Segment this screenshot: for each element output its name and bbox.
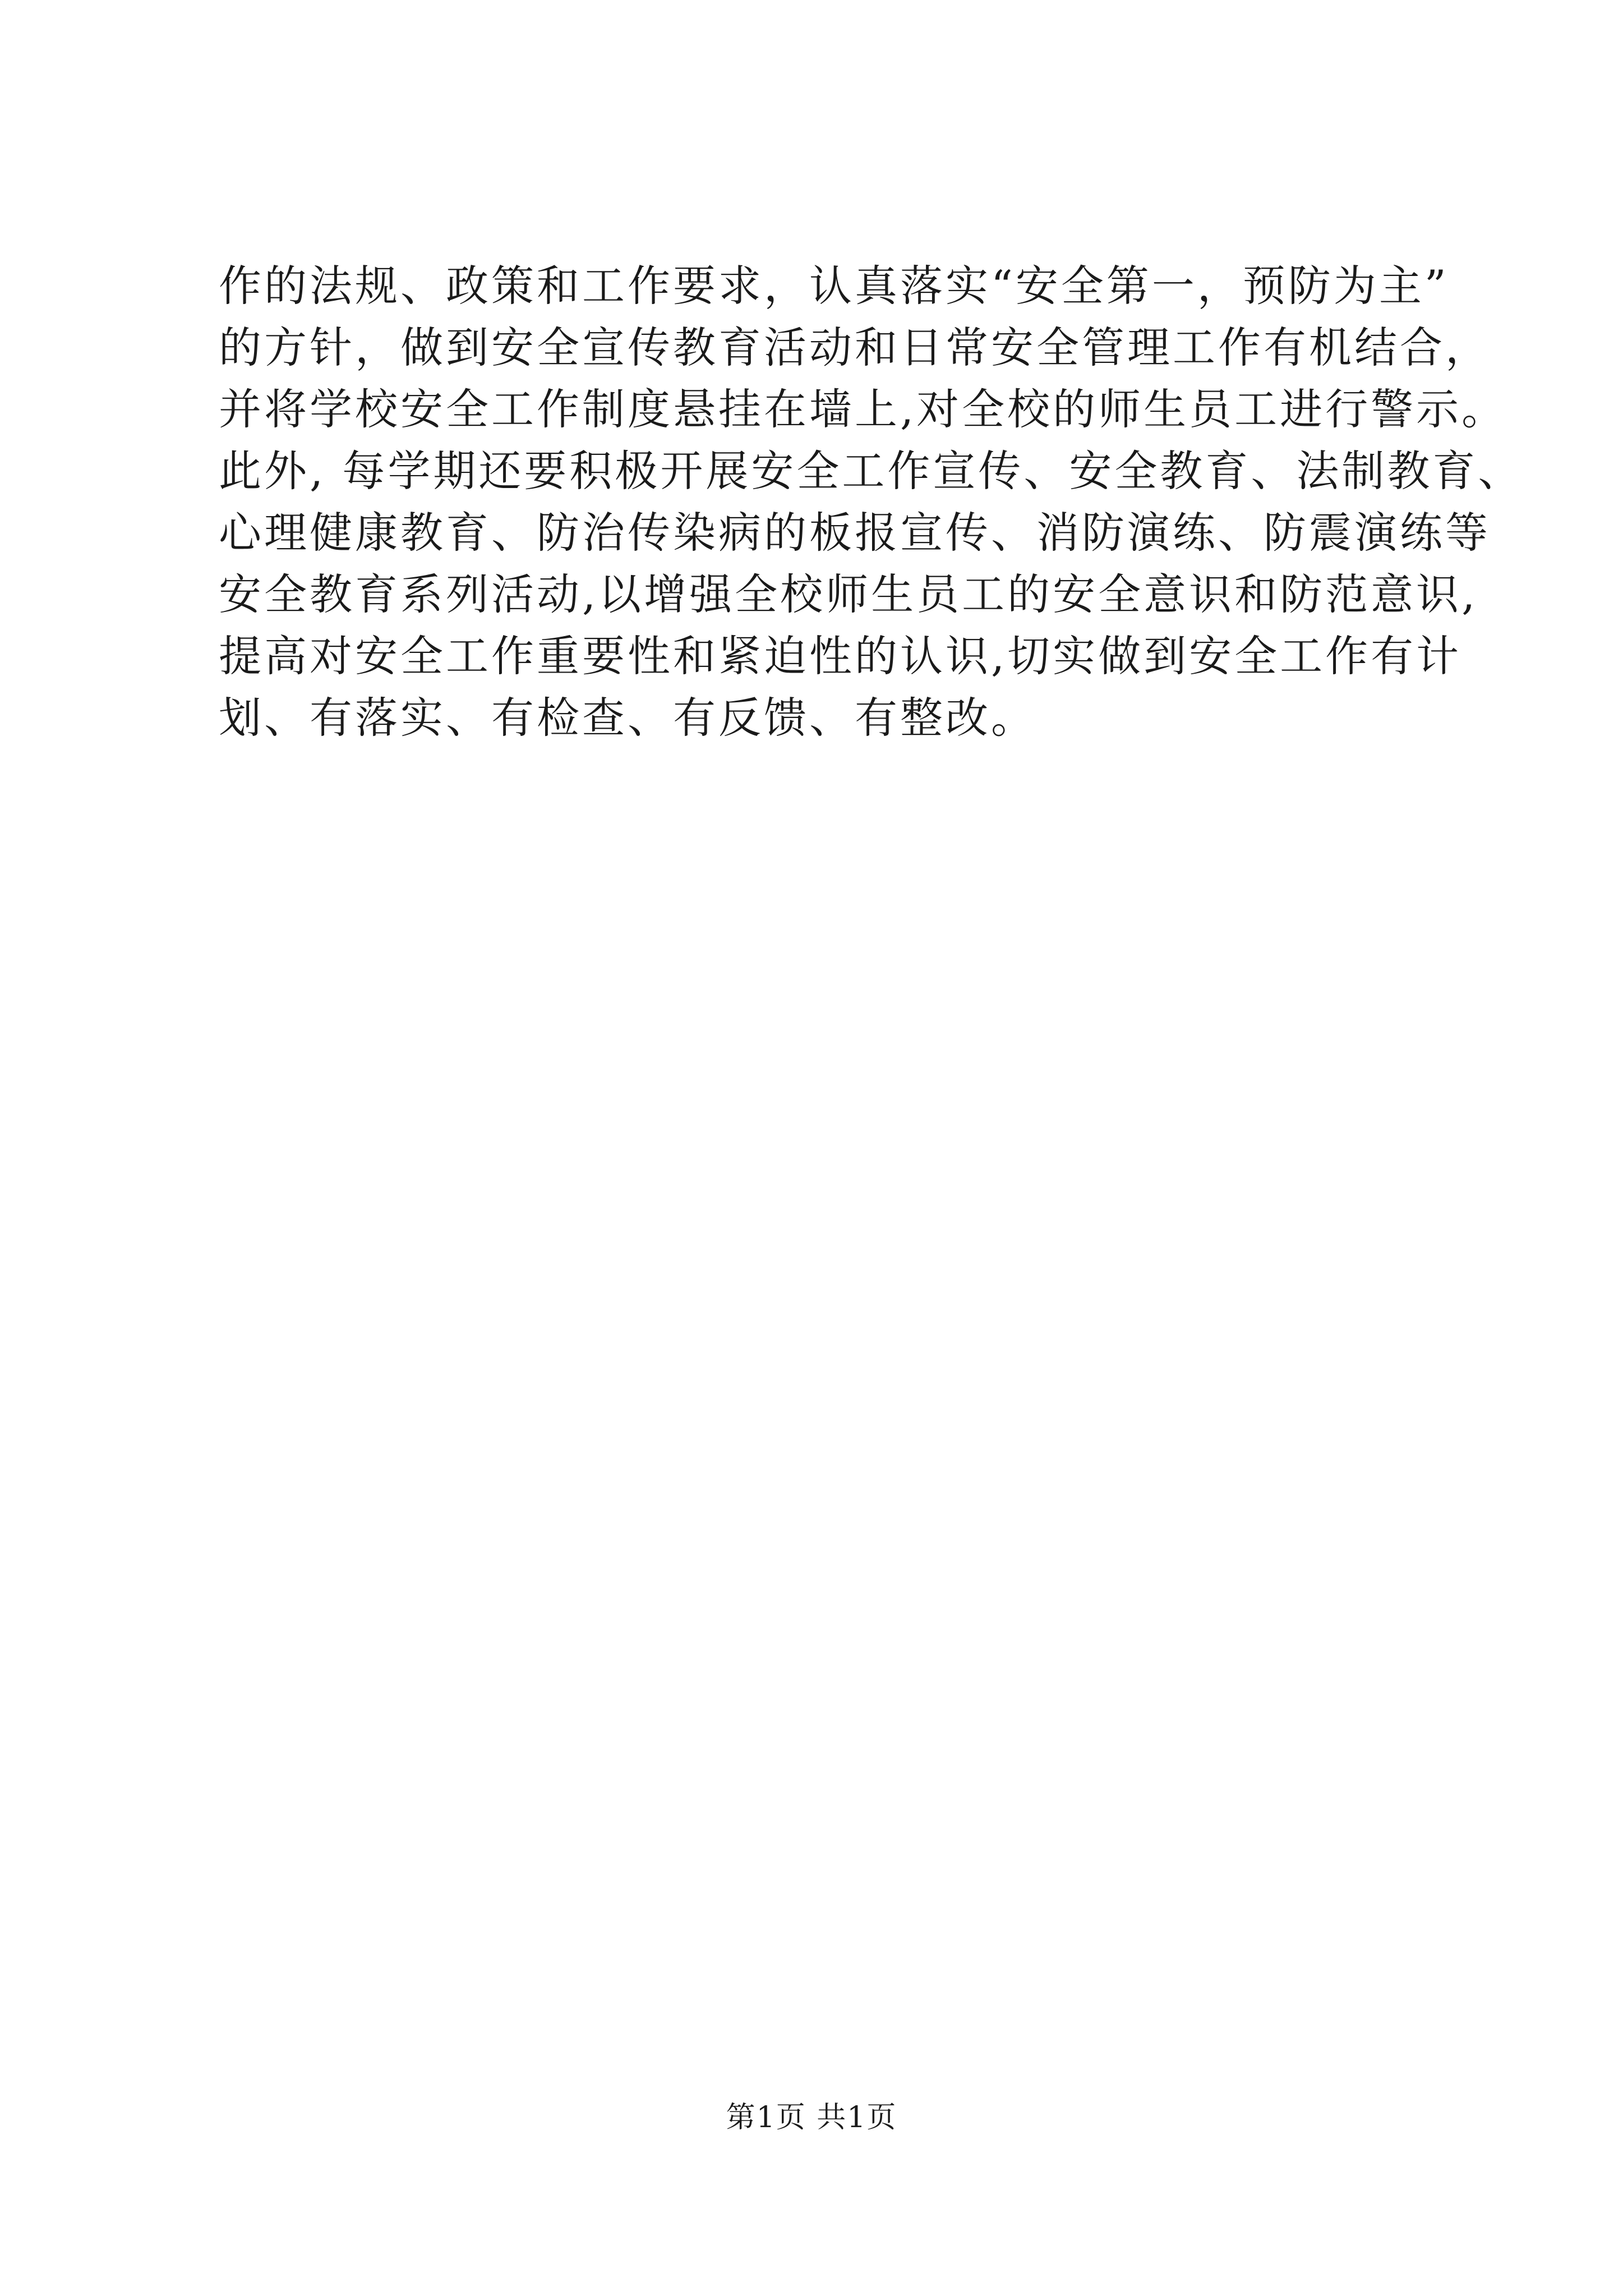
text-line: 此外, 每学期还要积极开展安全工作宣传、安全教育、法制教育、 [219, 446, 1524, 496]
text-line: 作的法规、政策和工作要求，认真落实“安全第一，预防为主” [219, 261, 1449, 311]
page-number-footer: 第1页 共1页 [726, 2101, 897, 2134]
text-line: 提高对安全工作重要性和紧迫性的认识,切实做到安全工作有计 [219, 631, 1462, 681]
text-line: 划、有落实、有检查、有反馈、有整改。 [219, 693, 1036, 743]
body-paragraph [219, 255, 1524, 749]
text-line: 安全教育系列活动,以增强全校师生员工的安全意识和防范意识, [219, 569, 1478, 619]
text-line: 心理健康教育、防治传染病的板报宣传、消防演练、防震演练等 [219, 508, 1491, 558]
text-line: 的方针，做到安全宣传教育活动和日常安全管理工作有机结合， [219, 323, 1491, 372]
text-line: 并将学校安全工作制度悬挂在墙上,对全校的师生员工进行警示。 [219, 384, 1507, 434]
